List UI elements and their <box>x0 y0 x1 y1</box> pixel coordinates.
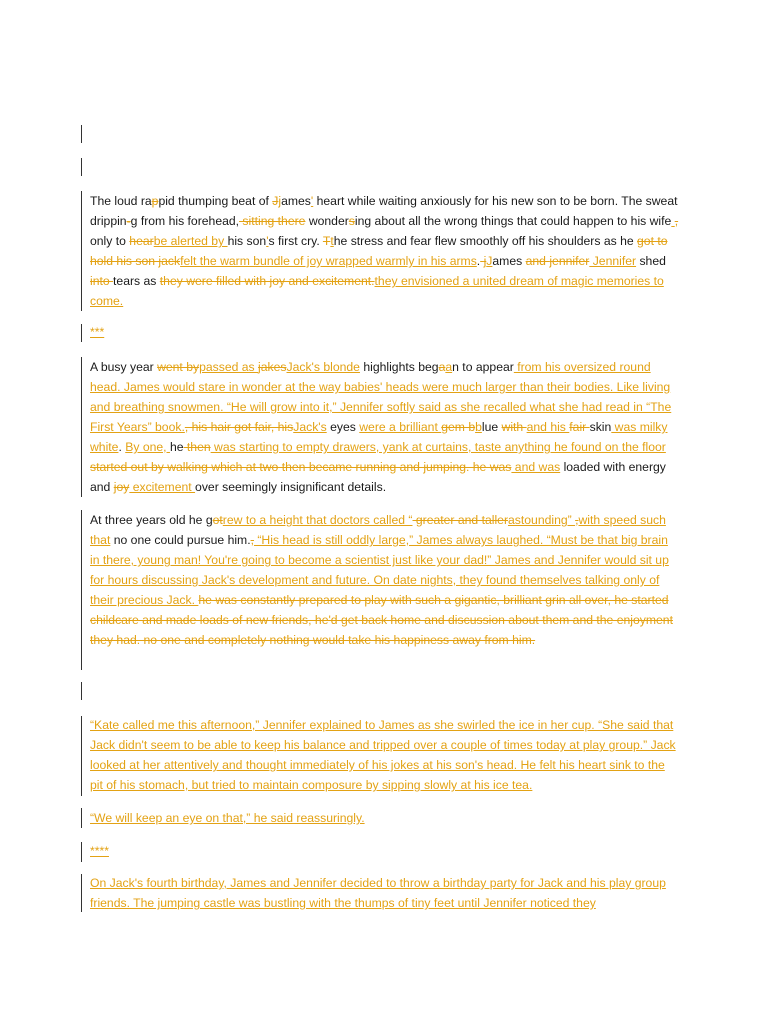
deleted-text: a <box>438 360 446 374</box>
body-text: over seemingly insignificant details. <box>195 480 387 494</box>
change-bar <box>81 842 82 862</box>
inserted-text: passed as <box>199 360 259 374</box>
inserted-text: was starting to empty drawers, yank at curtains, taste anything he found on the floor <box>210 440 666 454</box>
deleted-text: T <box>322 234 331 248</box>
change-bar <box>81 682 82 700</box>
inserted-text: “We will keep an eye on that,” he said reassuringly. <box>90 811 365 825</box>
change-bar <box>81 874 82 912</box>
inserted-text: **** <box>90 844 109 858</box>
inserted-text: with speed such that <box>90 513 666 547</box>
body-text: only to <box>90 234 130 248</box>
inserted-text: excitement <box>129 480 196 494</box>
body-text: skin <box>589 420 612 434</box>
change-bar <box>81 808 82 828</box>
deleted-text: into <box>90 274 114 288</box>
body-text: . <box>118 440 126 454</box>
inserted-text: rew to a height that doctors called “ <box>222 513 413 527</box>
deleted-text: sitting there <box>239 214 306 228</box>
deleted-text: jakes <box>258 360 287 374</box>
change-bar <box>81 357 82 497</box>
body-text: tears as <box>113 274 160 288</box>
deleted-text: fair <box>569 420 590 434</box>
change-bar <box>81 510 82 670</box>
inserted-text: was milky white <box>90 420 668 454</box>
body-text: highlights beg <box>359 360 439 374</box>
deleted-text: ot <box>212 513 223 527</box>
body-text: he stress and fear flew smoothly off his shoulders as he <box>333 234 638 248</box>
deleted-text: went by <box>157 360 200 374</box>
deleted-text: jennifer <box>549 254 590 268</box>
deleted-text: they were filled with joy and excitement. <box>159 274 375 288</box>
body-text: s first cry. <box>268 234 323 248</box>
inserted-text: t <box>330 234 334 248</box>
body-text: . <box>476 254 481 268</box>
deleted-text: hear <box>129 234 154 248</box>
inserted-text: Jennifer <box>589 254 637 268</box>
inserted-text: Jack's blonde <box>286 360 360 374</box>
paragraph-fourth-birthday <box>90 873 680 913</box>
inserted-text: astounding” <box>508 513 576 527</box>
inserted-text: and his <box>526 420 570 434</box>
inserted-text: By one, <box>125 440 170 454</box>
section-separator <box>90 841 680 861</box>
inserted-text: ' <box>310 194 314 208</box>
deleted-text: , <box>575 513 579 527</box>
deleted-text: greater and taller <box>412 513 509 527</box>
deleted-text: he was constantly prepared to play with such a gigantic, brilliant grin all over, he started childcare and made loads of new friends, he'd get back home and discussion about them and the enjoyment they had. no one and completely nothing would take his happiness away from him. <box>90 593 673 647</box>
inserted-text: they envisioned a united dream of magic memories to come. <box>90 274 664 308</box>
paragraph-first-year <box>90 357 680 497</box>
body-text: he <box>169 440 184 454</box>
deleted-text: J <box>272 194 279 208</box>
inserted-text: and was <box>511 460 561 474</box>
inserted-text: ' <box>266 234 269 248</box>
inserted-text: On Jack's fourth birthday, James and Jennifer decided to throw a birthday party for Jack and his play group friends. The jumping castle was bustling with the thumps of tiny feet until Jennifer noticed they <box>90 876 666 910</box>
body-text: The loud ra <box>90 194 152 208</box>
deleted-text: got to hold his son jack <box>90 234 668 268</box>
body-text: ames <box>492 254 526 268</box>
deleted-text: j <box>483 254 487 268</box>
paragraph-three-years <box>90 510 680 650</box>
change-bar <box>81 324 82 342</box>
deleted-text: s <box>348 214 355 228</box>
deleted-text: - <box>126 214 131 228</box>
inserted-text: j <box>278 194 282 208</box>
body-text: ing about all the wrong things that could happen to his wife <box>354 214 672 228</box>
body-text: At three years old he g <box>90 513 213 527</box>
body-text: loaded with energy and <box>90 460 666 494</box>
body-text: his son <box>227 234 267 248</box>
deleted-text: with <box>501 420 527 434</box>
deleted-text: p <box>151 194 159 208</box>
body-text: lue <box>481 420 502 434</box>
body-text: ames <box>281 194 311 208</box>
inserted-text: Jack's <box>293 420 327 434</box>
deleted-text: , his hair got fair, his <box>184 420 294 434</box>
inserted-text: “Kate called me this afternoon,” Jennifer explained to James as she swirled the ice in her cup. “She said that Jack didn't seem to be able to keep his balance and tripped over a couple of times today at play group.” Jack looked at her attentively and thought immediately of his jokes at his son's head. He felt his heart sink to the pit of his stomach, but tried to maintain composure by sipping slowly at his ice tea. <box>90 718 676 792</box>
paragraph-kate-call <box>90 715 680 795</box>
body-text: A busy year <box>90 360 158 374</box>
inserted-text: b <box>475 420 482 434</box>
change-bar <box>81 716 82 796</box>
inserted-text: “His head is still oddly large,” James always laughed. “Must be that big brain in there, young man! You're going to become a scientist just like your dad!” James and Jennifer would sit up for hours discussing Jack's development and future. On date nights, they found themselves talking only of their precious Jack. <box>90 533 669 607</box>
deleted-text: and <box>525 254 550 268</box>
inserted-text: from his oversized round head. James would stare in wonder at the way babies' heads were much larger than their bodies. Like living and breathing snowmen. “He will grow into it,” Jennifer softly said as she recalled what she had read in “The First Years” book. <box>90 360 672 434</box>
body-text: shed <box>636 254 666 268</box>
body-text: no one could pursue him. <box>110 533 251 547</box>
body-text: wonder <box>305 214 349 228</box>
paragraph-keep-eye <box>90 808 680 828</box>
inserted-text: be alerted by <box>153 234 228 248</box>
change-bar <box>81 158 82 176</box>
paragraph-birth <box>90 191 680 311</box>
body-text: n to appear <box>452 360 514 374</box>
deleted-text: , <box>250 533 254 547</box>
deleted-text: started out by walking which at two then became running and jumping. he was <box>90 460 512 474</box>
deleted-text: , <box>674 214 679 228</box>
deleted-text: then <box>183 440 211 454</box>
inserted-text: J <box>486 254 493 268</box>
body-text: pid thumping beat of <box>158 194 273 208</box>
body-text: heart while waiting anxiously for his new son to be born. The sweat drippin <box>90 194 678 228</box>
inserted-text: felt the warm bundle of joy wrapped warmly in his arms <box>180 254 477 268</box>
body-text: g from his forehead, <box>130 214 240 228</box>
deleted-text: joy <box>113 480 130 494</box>
inserted-text: a <box>445 360 453 374</box>
body-text: eyes <box>326 420 360 434</box>
inserted-text: *** <box>90 325 105 339</box>
inserted-text: were a brilliant <box>359 420 442 434</box>
change-bar <box>81 125 82 143</box>
deleted-text: gem b <box>441 420 476 434</box>
section-separator <box>90 322 680 342</box>
change-bar <box>81 191 82 311</box>
